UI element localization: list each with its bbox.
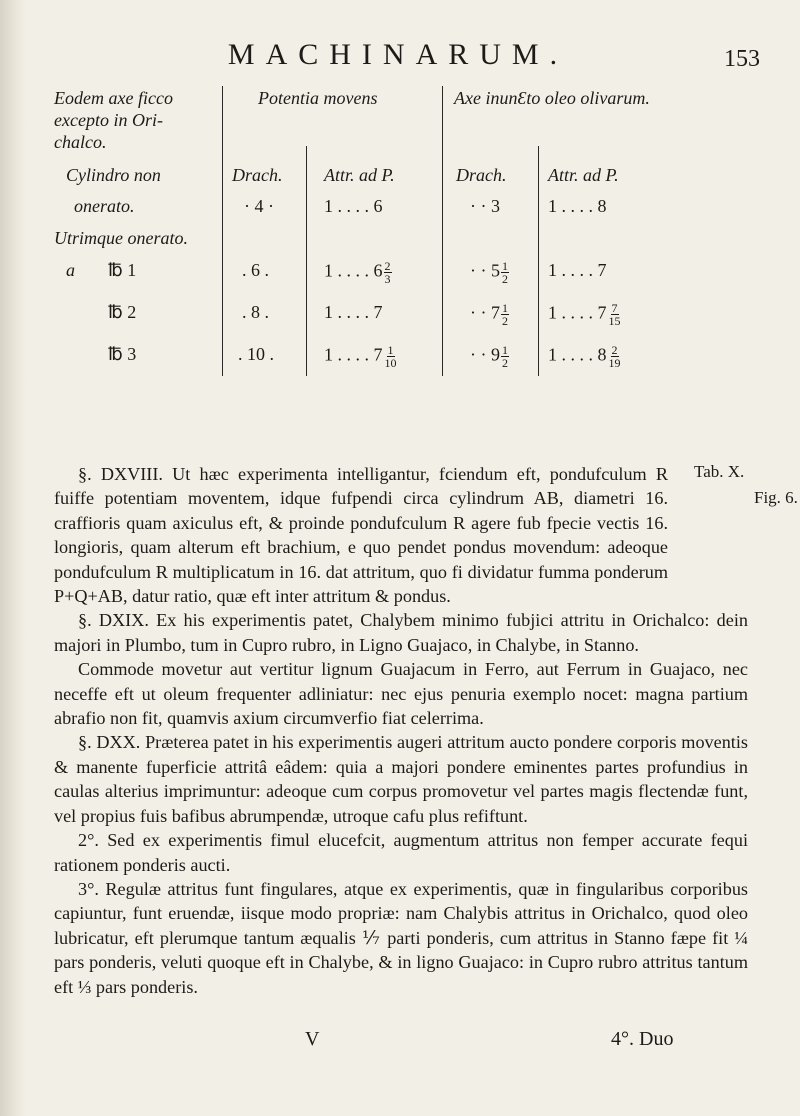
paragraph-dxviii: §. DXVIII. Ut hæc experimenta intelligantur, fciendum eft, pondufculum R fuiffe potentiam moventem, idque fufpendi circa cylindrum AB, diametri 16. craffioris quam axiculus eft, & proinde pondufculum R agere fub fpecie vectis 16. longioris, quam alterum eft brachium, e quo pendet pondus movendum: adeoque pondufculum R multiplicatum in 16. dat attritum, quo fi dividatur fumma ponderum P+Q+AB, datur ratio, quæ eft inter attritum & pondus.	[54, 464, 668, 607]
body-text	[54, 462, 748, 999]
column-rule	[538, 146, 539, 376]
cell-attr2: 1 . . . . 7 $\frac{7}{15}$	[548, 301, 621, 328]
page-gutter	[0, 0, 26, 1116]
cell-drach2: · · 3	[470, 196, 500, 216]
cell-attr: 1 . . . . 7 $\frac{1}{10}$	[324, 343, 397, 370]
column-rule	[442, 86, 443, 376]
subhead-drach: Drach.	[232, 165, 283, 185]
subhead-attr2: Attr. ad P.	[548, 165, 619, 185]
paragraph-3: 3°. Regulæ attritus funt fingulares, atque ex experimentis, quæ in fingularibus corporibus capiuntur, funt eruendæ, iisque modo propriæ: nam Chalybis attritus in Orichalco, quod oleo lubricatur, eft plerumque tantum æqualis ⅐ parti ponderis, cum attritus in Stanno fæpe fit ¼ pars ponderis, veluti quoque eft in Chalybe, & in ligno Guajaco: in Cupro rubro attritus tantum eft ⅓ pars ponderis.	[54, 878, 748, 997]
signature-mark: V	[305, 1028, 320, 1050]
cell-drach2: · · 7 $\frac{1}{2}$	[470, 301, 508, 328]
row-label-utrimque: Utrimque onerato.	[54, 228, 188, 248]
margin-note-fig: Fig. 6.	[754, 488, 798, 507]
subhead-drach2: Drach.	[456, 165, 507, 185]
cell-drach: . 10 .	[238, 344, 274, 364]
row-label-a: a	[66, 260, 75, 280]
page-number: 153	[724, 46, 760, 72]
col3-heading: Axe inunƐto oleo olivarum.	[454, 88, 650, 108]
row-label-onerato: onerato.	[74, 196, 135, 216]
margin-note-tab: Tab. X.	[694, 462, 745, 481]
cell-attr2: 1 . . . . 8 $\frac{2}{19}$	[548, 343, 621, 370]
cell-attr2: 1 . . . . 7	[548, 260, 607, 280]
cell-drach2: · · 5 $\frac{1}{2}$	[470, 259, 508, 286]
catchword: 4°. Duo	[611, 1028, 674, 1050]
row-weight-label: ℔ 1	[108, 260, 137, 280]
column-rule	[222, 86, 223, 376]
cell-attr: 1 . . . . 6 $\frac{2}{3}$	[324, 259, 391, 286]
row-label-cylindro: Cylindro non	[66, 165, 161, 185]
cell-drach: . 6 .	[242, 260, 269, 280]
col1-heading-line: chalco.	[54, 132, 107, 152]
col2-heading: Potentia movens	[258, 88, 378, 108]
cell-drach2: · · 9 $\frac{1}{2}$	[470, 343, 508, 370]
cell-drach: · 4 ·	[244, 196, 274, 216]
paragraph-commode: Commode movetur aut vertitur lignum Guajacum in Ferro, aut Ferrum in Guajaco, nec neceffe eft ut oleum frequenter adliniatur: nec ejus penuria exemplo nocet: magna partium abrafio non fit, quamvis axium circumverfio fiat celerrima.	[54, 659, 748, 729]
column-rule	[306, 146, 307, 376]
row-weight-label: ℔ 2	[108, 302, 137, 322]
col1-heading-line: excepto in Ori-	[54, 110, 163, 130]
subhead-attr: Attr. ad P.	[324, 165, 395, 185]
paragraph-dxx: §. DXX. Præterea patet in his experimentis augeri attritum aucto pondere corporis moventis & manente fuperficie attritâ eâdem: quia a majori pondere eminentes partes profundius in caulas alterius imprimuntur: adeoque cum corpus promovetur vel partes magis flectendæ funt, vel propius fuis bafibus abrumpendæ, utroque cafu plus refiftunt.	[54, 732, 748, 826]
cell-attr: 1 . . . . 6	[324, 196, 383, 216]
cell-drach: . 8 .	[242, 302, 269, 322]
cell-attr: 1 . . . . 7	[324, 302, 383, 322]
paragraph-2: 2°. Sed ex experimentis fimul elucefcit, augmentum attritus non femper accurate fequi rationem ponderis aucti.	[54, 830, 748, 875]
col1-heading-line: Eodem axe ficco	[54, 88, 173, 108]
row-weight-label: ℔ 3	[108, 344, 137, 364]
cell-attr2: 1 . . . . 8	[548, 196, 607, 216]
running-title: MACHINARUM.	[227, 38, 569, 71]
paragraph-dxix: §. DXIX. Ex his experimentis patet, Chalybem minimo fubjici attritu in Orichalco: dein majori in Plumbo, tum in Cupro rubro, in Ligno Guajaco, in Chalybe, in Stanno.	[54, 610, 748, 655]
